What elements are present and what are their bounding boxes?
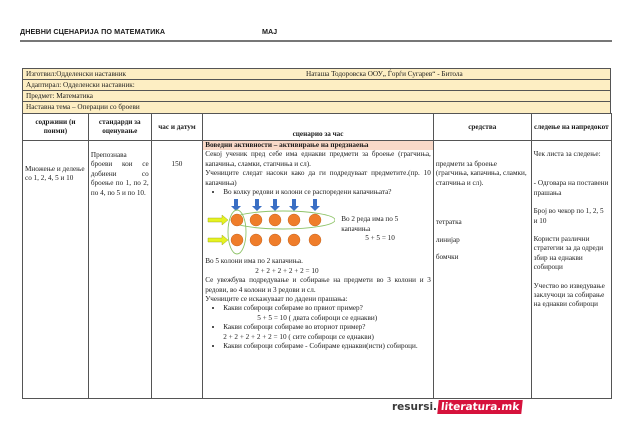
scenario-cell: [203, 141, 434, 399]
resource-item: предмети за броење (грагчиња, капачиња, сламки, стапчиња и сл).: [435, 160, 527, 187]
question-list-3: [205, 323, 431, 332]
header-progress: следење на напредокот: [531, 114, 611, 141]
adapted-by-row: [22, 79, 611, 90]
resource-item: линијар: [435, 235, 460, 244]
page-header: [20, 27, 612, 42]
header-lesson: час и датум: [151, 114, 202, 141]
progress-cell: [531, 141, 611, 399]
question-2: • Какви собироци собираме во првиот пример?: [223, 304, 431, 313]
progress-item: Учество во изведување заклучоци за собирање на еднакви собироци: [533, 281, 605, 309]
lesson-number: 150: [171, 160, 183, 168]
progress-item: Користи различни стратегии за да одреди збир на еднакви собироци: [533, 235, 604, 272]
resource-item: бомчки: [435, 253, 459, 262]
diagram-note: Во 2 реда има по 5 капачиња: [341, 215, 399, 233]
bottle-caps-diagram: [205, 198, 431, 256]
scenario-p3: Во 5 колони има по 2 капачиња.: [205, 257, 303, 266]
progress-item: - Одговара на поставени прашања: [533, 179, 609, 197]
lesson-table: [22, 113, 612, 399]
topic-row: [22, 101, 611, 113]
header-scenario: сценарио за час: [203, 114, 434, 141]
logo-brand: literatura.mk: [437, 400, 523, 414]
topic: Наставна тема – Операции со броеви: [26, 103, 140, 111]
content-text: Множење и делење со 1, 2, 4, 5 и 10: [25, 165, 85, 183]
standards-cell: [88, 141, 151, 399]
arrow-right-icon: [208, 215, 228, 245]
question-list-4: [205, 342, 431, 351]
prepared-by: Изготвил:Одделенски наставник: [26, 70, 127, 78]
header-content: содржини (и поими): [23, 114, 89, 141]
standards-text: Препознава броеви кои се добиени со броење по 1, по 2, по 4, по 5 и по 10.: [90, 151, 149, 197]
month-label: МАЈ: [262, 27, 278, 36]
adapted-by: Адаптирал: Одделенски наставник:: [26, 81, 135, 89]
question-4: • Какви собироци собираме - Собираме еднакви(исти) собироци.: [223, 342, 431, 351]
scenario-p5: Учениците се искажуваат по дадени прашања:: [205, 295, 348, 304]
resource-item: тетратка: [435, 218, 462, 227]
progress-item: Број во чекор по 1, 2, 5 и 10: [533, 207, 604, 225]
question-1: • Во колку редови и колони се распоредени капачињата?: [223, 188, 431, 197]
scenario-p1: Секој ученик пред себе има еднакви предмети за броење (грагчиња, капачиња, сламки, стапчиња и сл).: [205, 150, 431, 168]
header-standards: стандарди за оценување: [88, 114, 151, 141]
equation-2: 2 + 2 + 2 + 2 + 2 = 10: [255, 266, 319, 275]
question-list-2: [205, 304, 431, 313]
table-row: [23, 141, 612, 399]
caps-grid-icon: [205, 198, 335, 256]
answer-3: 2 + 2 + 2 + 2 + 2 = 10 ( сите собироци се еднакви): [223, 332, 374, 341]
logo-prefix: resursi.: [392, 401, 438, 413]
question-list-1: [205, 188, 431, 197]
resources-cell: [433, 141, 531, 399]
answer-2: 5 + 5 = 10 ( двата собироци се еднакви): [257, 313, 378, 322]
author-school: Наташа Тодоровска ООУ„ Ѓорѓи Сугарев“ - Битола: [306, 70, 463, 78]
header-resources: средства: [433, 114, 531, 141]
table-header-row: [23, 114, 612, 141]
arrow-down-icon: [231, 199, 320, 211]
scenario-p4: Се увежбува подредување и собирање на предмети во 3 колони и 3 редови, во 4 колони и 3 редови и сл.: [205, 276, 431, 294]
activity-title: Воведни активности – активирање на предзнаења: [203, 141, 433, 150]
content-cell: [23, 141, 89, 399]
question-3: • Какви собироци собираме во вториот пример?: [223, 323, 431, 332]
document-title: ДНЕВНИ СЦЕНАРИЈА ПО МАТЕМАТИКА: [20, 27, 166, 36]
scenario-p2: Учениците следат насоки како да ги подредуваат предметите.(пр. 10 капачиња): [205, 169, 431, 187]
prepared-by-row: [22, 68, 611, 79]
diagram-equation: 5 + 5 = 10: [365, 234, 395, 243]
subject: Предмет: Математика: [26, 92, 93, 100]
subject-row: [22, 90, 611, 101]
literatura-logo[interactable]: [392, 400, 522, 414]
progress-item: Чек листа за следење:: [533, 150, 601, 158]
lesson-cell: [151, 141, 202, 399]
